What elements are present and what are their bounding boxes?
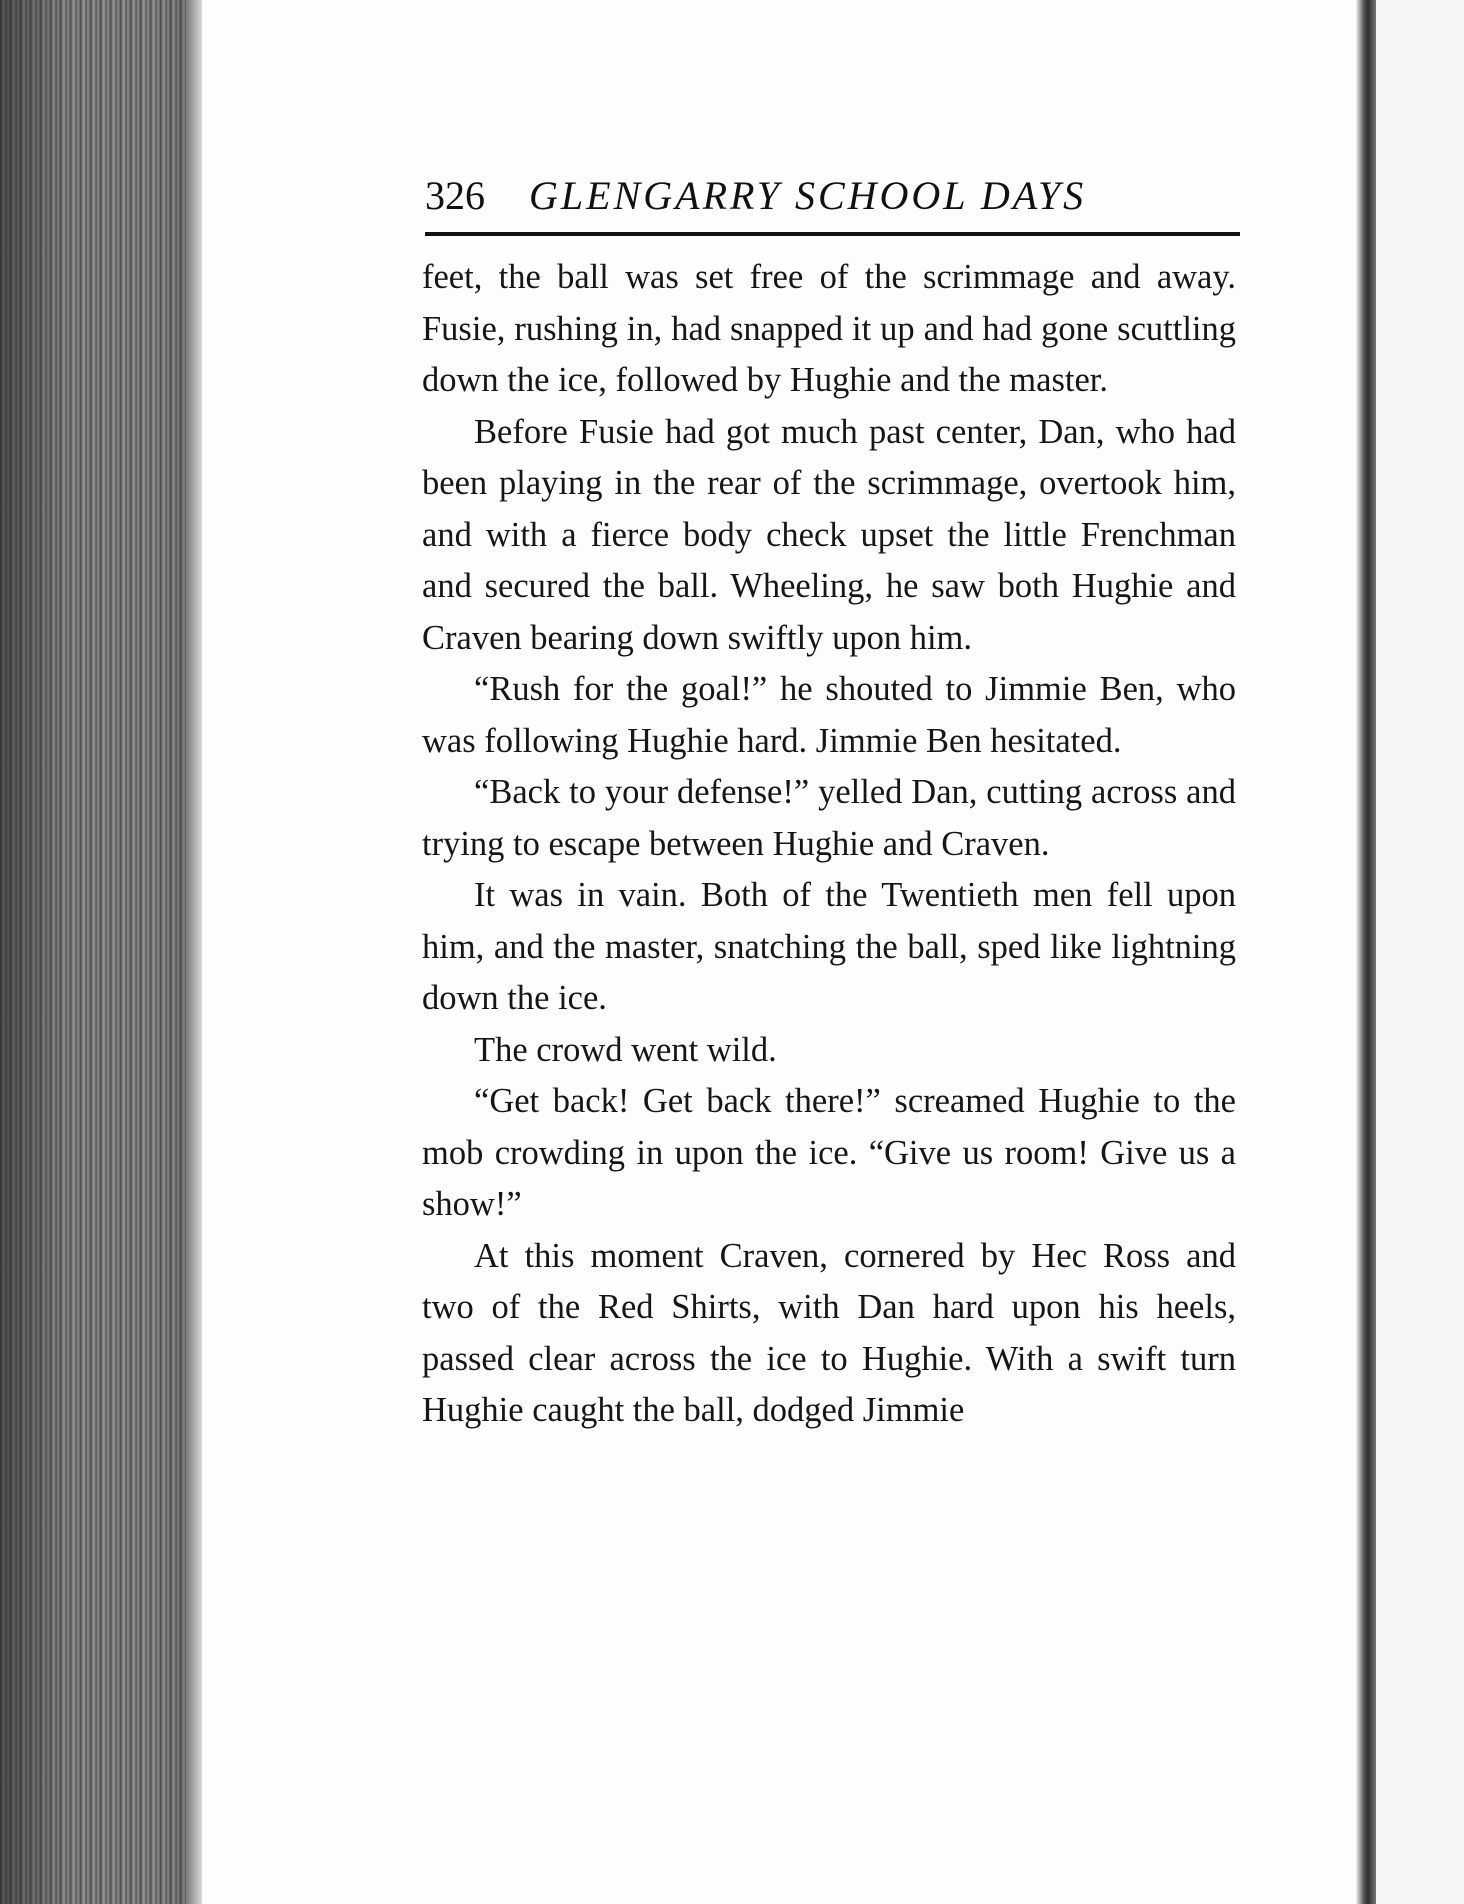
paragraph: “Get back! Get back there!” screamed Hughie to the mob crowding in upon the ice. “Give us room! Give us a show!”	[422, 1082, 1236, 1223]
paragraph: Before Fusie had got much past center, Dan, who had been playing in the rear of the scrimmage, overtook him, and with a fierce body check upset the little Frenchman and secured the ball. Wheeling, he saw both Hughie and Craven bearing down swiftly upon him.	[422, 412, 1236, 657]
gutter-shadow	[186, 0, 202, 1904]
page-edges	[0, 0, 200, 1904]
paragraph: At this moment Craven, cornered by Hec Ross and two of the Red Shirts, with Dan hard upon his heels, passed clear across the ice to Hughie. With a swift turn Hughie caught the ball, dodged Jimmie	[422, 1236, 1236, 1429]
page-number: 326	[425, 173, 485, 218]
paragraph: “Back to your defense!” yelled Dan, cutting across and trying to escape between Hughie and Craven.	[422, 773, 1236, 863]
facing-page-edge	[1356, 0, 1376, 1904]
paragraph: feet, the ball was set free of the scrimmage and away. Fusie, rushing in, had snapped it up and had gone scuttling down the ice, followed by Hughie and the master.	[422, 258, 1236, 399]
paragraph: It was in vain. Both of the Twentieth men fell upon him, and the master, snatching the ball, sped like lightning down the ice.	[422, 876, 1236, 1017]
facing-page	[1376, 0, 1464, 1904]
running-head	[425, 170, 1240, 236]
body-text	[422, 252, 1236, 1437]
paragraph: “Rush for the goal!” he shouted to Jimmie Ben, who was following Hughie hard. Jimmie Ben hesitated.	[422, 670, 1236, 760]
paragraph: The crowd went wild.	[474, 1030, 777, 1069]
book-title: GLENGARRY SCHOOL DAYS	[529, 173, 1087, 218]
